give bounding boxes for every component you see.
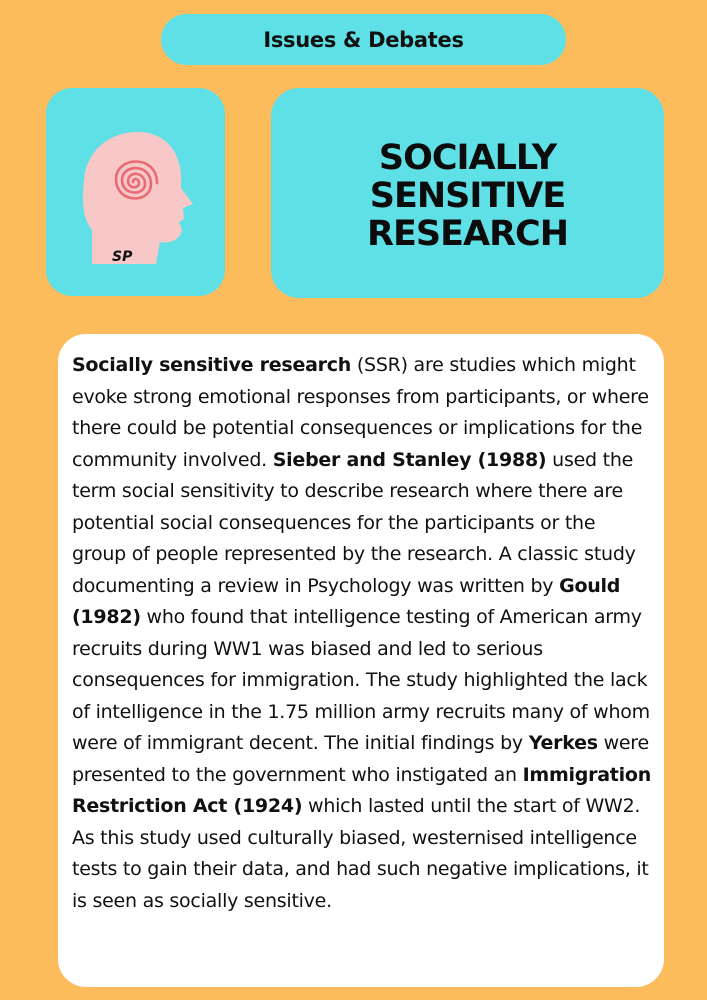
- body-term: Immigration Restriction Act (1924): [72, 763, 651, 817]
- content-card: [58, 334, 664, 987]
- title-line-2: SENSITIVE: [369, 176, 566, 216]
- body-term: Gould (1982): [72, 574, 621, 628]
- logo: [46, 88, 225, 296]
- logo-initials: SP: [112, 249, 133, 265]
- title-line-1: SOCIALLY: [378, 138, 557, 178]
- body-text-span: (SSR) are studies which might evoke strong emotional responses from participants, or where there could be potential consequences or implications for the community involved.: [72, 354, 649, 471]
- body-term: Sieber and Stanley (1988): [272, 448, 547, 471]
- body-text-span: used the term social sensitivity to describe research where there are potential social consequences for the participants or the group of people represented by the research. A classic study documenting a review in Psychology was written by: [72, 448, 636, 597]
- body-text-span: were presented to the government who instigated an: [72, 732, 649, 786]
- body-paragraph: [72, 350, 654, 917]
- body-text-span: which lasted until the start of WW2. As this study used culturally biased, westernised intelligence tests to gain their data, and had such negative implications, it is seen as socially sensitive.: [72, 795, 649, 912]
- body-term: Socially sensitive research: [72, 354, 352, 376]
- category-label: Issues & Debates: [161, 14, 566, 65]
- title-box: [271, 88, 664, 298]
- title-line-3: RESEARCH: [367, 214, 568, 254]
- head-spiral-icon: [46, 88, 225, 296]
- page-title: [367, 133, 568, 253]
- body-text-span: who found that intelligence testing of American army recruits during WW1 was biased and led to serious consequences for immigration. The study highlighted the lack of intelligence in the 1.75 million army recruits many of whom were of immigrant decent. The initial findings by: [72, 606, 650, 754]
- body-term: Yerkes: [528, 732, 598, 754]
